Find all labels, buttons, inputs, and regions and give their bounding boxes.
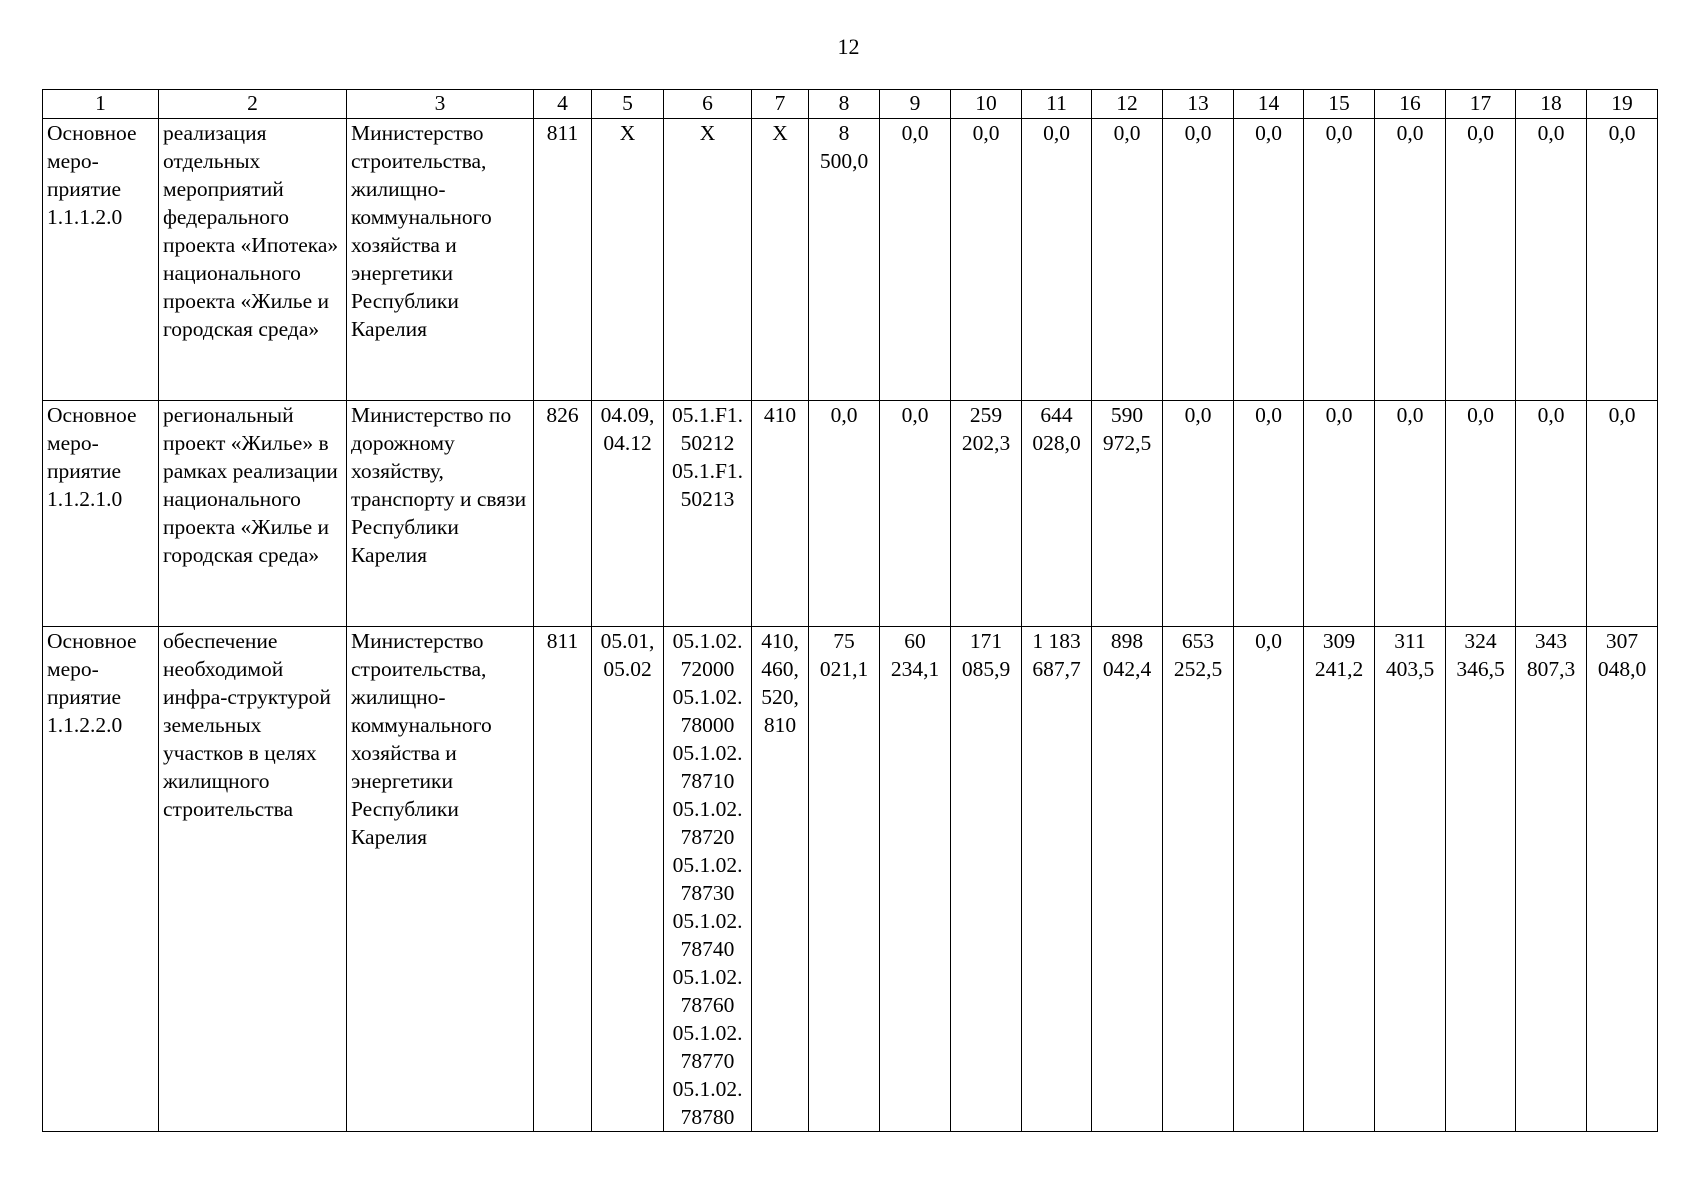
expense-type-cell: 410, 460, 520, 810 — [752, 627, 809, 1132]
grbs-code-cell: 811 — [534, 627, 592, 1132]
table-row — [43, 401, 1658, 627]
activity-name-cell: Основное меро-приятие 1.1.1.2.0 — [43, 119, 159, 401]
responsible-body-cell: Министерство строительства, жилищно-коммунального хозяйства и энергетики Республики Карелия — [347, 627, 534, 1132]
header-cell: 13 — [1163, 90, 1234, 119]
amount-cell: 0,0 — [1516, 119, 1587, 401]
amount-cell: 324 346,5 — [1446, 627, 1516, 1132]
budget-table — [42, 89, 1658, 1132]
amount-cell: 898 042,4 — [1092, 627, 1163, 1132]
activity-description-cell: обеспечение необходимой инфра-структурой земельных участков в целях жилищного строительства — [159, 627, 347, 1132]
amount-cell: 0,0 — [1375, 119, 1446, 401]
amount-cell: 0,0 — [951, 119, 1022, 401]
activity-description-cell: региональный проект «Жилье» в рамках реализации национального проекта «Жилье и городская среда» — [159, 401, 347, 627]
amount-cell: 0,0 — [1446, 119, 1516, 401]
amount-cell: 0,0 — [1092, 119, 1163, 401]
page-number: 12 — [837, 34, 860, 59]
amount-cell: 0,0 — [1516, 401, 1587, 627]
amount-cell: 8 500,0 — [809, 119, 880, 401]
amount-cell: 311 403,5 — [1375, 627, 1446, 1132]
amount-cell: 259 202,3 — [951, 401, 1022, 627]
header-cell: 5 — [592, 90, 664, 119]
amount-cell: 60 234,1 — [880, 627, 951, 1132]
amount-cell: 0,0 — [1304, 119, 1375, 401]
target-article-cell: X — [664, 119, 752, 401]
header-cell: 19 — [1587, 90, 1658, 119]
header-cell: 9 — [880, 90, 951, 119]
amount-cell: 0,0 — [1163, 119, 1234, 401]
section-code-cell: X — [592, 119, 664, 401]
header-cell: 2 — [159, 90, 347, 119]
amount-cell: 590 972,5 — [1092, 401, 1163, 627]
table-header-row — [43, 90, 1658, 119]
header-cell: 17 — [1446, 90, 1516, 119]
header-cell: 15 — [1304, 90, 1375, 119]
amount-cell: 0,0 — [1446, 401, 1516, 627]
grbs-code-cell: 826 — [534, 401, 592, 627]
amount-cell: 307 048,0 — [1587, 627, 1658, 1132]
amount-cell: 343 807,3 — [1516, 627, 1587, 1132]
amount-cell: 653 252,5 — [1163, 627, 1234, 1132]
amount-cell: 644 028,0 — [1022, 401, 1092, 627]
section-code-cell: 04.09, 04.12 — [592, 401, 664, 627]
header-cell: 14 — [1234, 90, 1304, 119]
amount-cell: 309 241,2 — [1304, 627, 1375, 1132]
header-cell: 4 — [534, 90, 592, 119]
activity-name-cell: Основное меро-приятие 1.1.2.1.0 — [43, 401, 159, 627]
amount-cell: 0,0 — [880, 401, 951, 627]
expense-type-cell: X — [752, 119, 809, 401]
amount-cell: 171 085,9 — [951, 627, 1022, 1132]
amount-cell: 0,0 — [1234, 627, 1304, 1132]
activity-description-cell: реализация отдельных мероприятий федерального проекта «Ипотека» национального проекта «Жилье и городская среда» — [159, 119, 347, 401]
activity-name-cell: Основное меро-приятие 1.1.2.2.0 — [43, 627, 159, 1132]
target-article-cell: 05.1.F1. 50212 05.1.F1. 50213 — [664, 401, 752, 627]
amount-cell: 0,0 — [1304, 401, 1375, 627]
amount-cell: 0,0 — [1234, 119, 1304, 401]
amount-cell: 0,0 — [809, 401, 880, 627]
amount-cell: 0,0 — [1022, 119, 1092, 401]
header-cell: 6 — [664, 90, 752, 119]
section-code-cell: 05.01, 05.02 — [592, 627, 664, 1132]
amount-cell: 0,0 — [1587, 401, 1658, 627]
table-row — [43, 119, 1658, 401]
expense-type-cell: 410 — [752, 401, 809, 627]
header-cell: 1 — [43, 90, 159, 119]
header-cell: 16 — [1375, 90, 1446, 119]
responsible-body-cell: Министерство строительства, жилищно-коммунального хозяйства и энергетики Республики Карелия — [347, 119, 534, 401]
amount-cell: 0,0 — [1234, 401, 1304, 627]
responsible-body-cell: Министерство по дорожному хозяйству, транспорту и связи Республики Карелия — [347, 401, 534, 627]
amount-cell: 0,0 — [1587, 119, 1658, 401]
amount-cell: 0,0 — [1163, 401, 1234, 627]
header-cell: 7 — [752, 90, 809, 119]
amount-cell: 1 183 687,7 — [1022, 627, 1092, 1132]
header-cell: 10 — [951, 90, 1022, 119]
header-cell: 12 — [1092, 90, 1163, 119]
amount-cell: 75 021,1 — [809, 627, 880, 1132]
header-cell: 18 — [1516, 90, 1587, 119]
amount-cell: 0,0 — [1375, 401, 1446, 627]
grbs-code-cell: 811 — [534, 119, 592, 401]
table-row — [43, 627, 1658, 1132]
amount-cell: 0,0 — [880, 119, 951, 401]
header-cell: 3 — [347, 90, 534, 119]
target-article-cell: 05.1.02. 72000 05.1.02. 78000 05.1.02. 78710 05.1.02. 78720 05.1.02. 78730 05.1.02. 78740 05.1.02. 78760 05.1.02. 78770 05.1.02. 78780 — [664, 627, 752, 1132]
header-cell: 11 — [1022, 90, 1092, 119]
header-cell: 8 — [809, 90, 880, 119]
